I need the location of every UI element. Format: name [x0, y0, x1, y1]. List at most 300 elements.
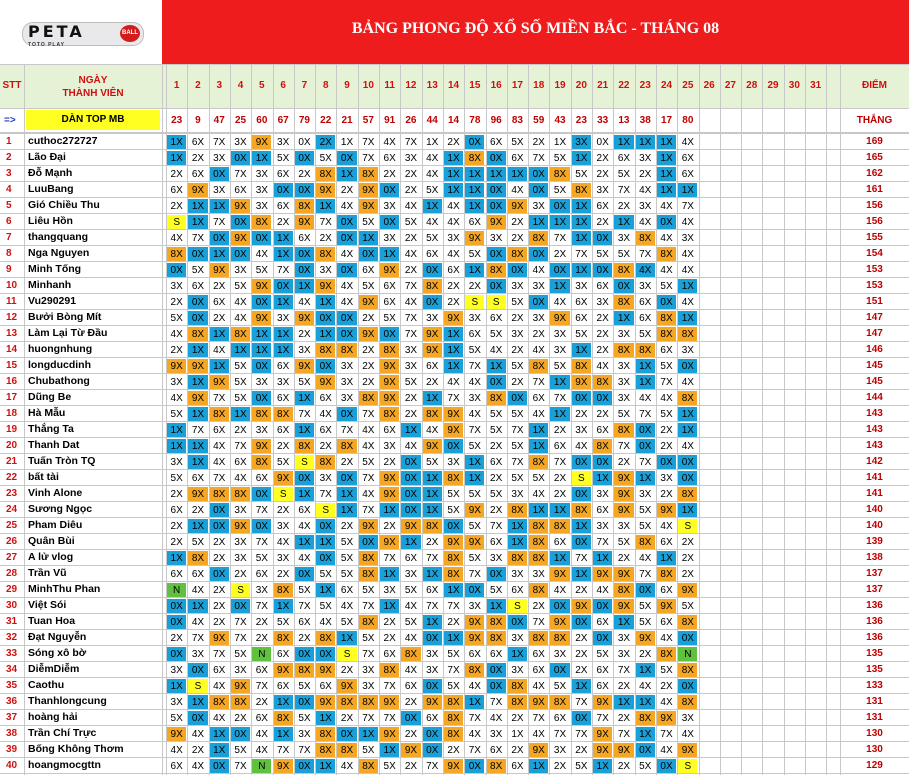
result-cell: 5X	[575, 328, 588, 340]
result-cell: 8X	[636, 231, 655, 246]
row-score: 154	[866, 248, 883, 259]
result-cell: 1X	[295, 487, 314, 502]
result-cell: 3X	[383, 440, 396, 452]
result-cell: 5X	[490, 488, 503, 500]
grid-line	[464, 64, 465, 775]
result-cell: 3X	[170, 456, 183, 468]
row-stt: 4	[6, 184, 12, 195]
result-cell: 1X	[337, 167, 356, 182]
result-cell: 5X	[617, 248, 631, 260]
result-cell: 0X	[337, 327, 356, 342]
result-cell: 4X	[362, 440, 375, 452]
result-cell: 9X	[359, 519, 378, 534]
result-cell: 8X	[678, 663, 697, 678]
result-cell: 4X	[660, 744, 673, 756]
result-cell: 2X	[490, 440, 503, 452]
result-cell: 8X	[572, 503, 591, 518]
result-cell: 1X	[511, 728, 524, 740]
result-cell: 8X	[359, 551, 378, 566]
page-title: BẢNG PHONG ĐỘ XỔ SỐ MIỀN BẮC - THÁNG 08	[351, 20, 720, 37]
result-cell: 8X	[423, 407, 442, 422]
score-header: ĐIỂM	[862, 80, 887, 91]
result-cell: 0X	[316, 519, 335, 534]
result-cell: 0X	[678, 679, 697, 694]
result-cell: 3X	[660, 472, 673, 484]
result-cell: 7X	[319, 488, 332, 500]
result-cell: 3X	[362, 680, 375, 692]
result-cell: 0X	[316, 551, 335, 566]
result-cell: 2X	[681, 568, 694, 580]
result-cell: 3X	[511, 664, 524, 676]
result-cell: 5X	[660, 408, 673, 420]
result-cell: 5X	[532, 472, 545, 484]
row-score: 144	[866, 392, 883, 403]
result-cell: 0X	[550, 199, 569, 214]
result-cell: 3X	[213, 152, 226, 164]
result-cell: 4X	[660, 392, 673, 404]
day-header: 13	[426, 80, 438, 91]
result-cell: 8X	[572, 183, 591, 198]
row-score: 136	[866, 616, 883, 627]
grid-line	[0, 645, 909, 646]
result-cell: 7X	[383, 552, 396, 564]
result-cell: 7X	[234, 616, 247, 628]
result-cell: 0X	[210, 759, 229, 774]
result-cell: 0X	[298, 136, 311, 148]
result-cell: 7X	[532, 152, 545, 164]
result-cell: 4X	[660, 696, 673, 708]
result-cell: 1X	[423, 615, 442, 630]
grid-line	[805, 64, 806, 775]
result-cell: 5X	[234, 376, 247, 388]
result-cell: 9X	[295, 359, 314, 374]
result-cell: 4X	[532, 728, 545, 740]
row-score: 153	[866, 280, 883, 291]
result-cell: 5X	[170, 312, 183, 324]
result-cell: 8X	[337, 743, 356, 758]
result-cell: 7X	[553, 392, 567, 404]
result-cell: 7X	[298, 744, 311, 756]
result-cell: 1X	[572, 199, 591, 214]
result-cell: 1X	[274, 327, 293, 342]
result-cell: 0X	[401, 455, 420, 470]
result-cell: 9X	[188, 487, 207, 502]
result-cell: 7X	[468, 360, 481, 372]
result-cell: 4X	[532, 680, 545, 692]
row-score: 146	[866, 344, 883, 355]
result-cell: 4X	[447, 376, 460, 388]
result-cell: 2X	[170, 296, 183, 308]
result-cell: 4X	[383, 136, 396, 148]
result-cell: 0X	[423, 679, 442, 694]
result-cell: S	[337, 647, 356, 662]
result-cell: 1X	[636, 135, 655, 150]
result-cell: 9X	[252, 135, 271, 150]
result-cell: 3X	[234, 664, 247, 676]
result-cell: 4X	[404, 248, 418, 260]
result-cell: 8X	[678, 327, 697, 342]
result-cell: 8X	[252, 215, 271, 230]
result-cell: 9X	[252, 439, 271, 454]
result-cell: 2X	[575, 632, 588, 644]
result-cell: 8X	[678, 487, 697, 502]
result-cell: 0X	[380, 215, 399, 230]
top-row-value: 22	[320, 115, 332, 126]
result-cell: 5X	[404, 616, 418, 628]
result-cell: 5X	[511, 408, 524, 420]
result-cell: 9X	[380, 535, 399, 550]
result-cell: 5X	[596, 248, 609, 260]
result-cell: 8X	[550, 695, 569, 710]
result-cell: 4X	[660, 632, 673, 644]
result-cell: 3X	[277, 312, 290, 324]
result-cell: 5X	[639, 504, 652, 516]
result-cell: 6X	[575, 312, 588, 324]
result-cell: 2X	[490, 472, 503, 484]
result-cell: 3X	[340, 360, 354, 372]
result-cell: 1X	[572, 151, 591, 166]
row-stt: 23	[6, 488, 18, 499]
result-cell: 8X	[508, 247, 527, 262]
result-cell: 1X	[210, 199, 229, 214]
result-cell: 1X	[550, 375, 569, 390]
result-cell: 9X	[657, 503, 676, 518]
result-cell: 3X	[426, 664, 439, 676]
result-cell: S	[231, 583, 250, 598]
result-cell: 0X	[657, 455, 676, 470]
result-cell: 1X	[274, 695, 293, 710]
result-cell: 5X	[617, 408, 631, 420]
row-stt: 38	[6, 728, 18, 739]
result-cell: 0X	[252, 487, 271, 502]
result-cell: 6X	[426, 248, 439, 260]
result-cell: 4X	[596, 584, 609, 596]
result-cell: 4X	[660, 200, 673, 212]
result-cell: 2X	[426, 536, 439, 548]
result-cell: 3X	[255, 200, 268, 212]
result-cell: 8X	[359, 615, 378, 630]
result-cell: 9X	[359, 327, 378, 342]
row-stt: 9	[6, 264, 12, 275]
result-cell: 2X	[213, 280, 226, 292]
result-cell: 4X	[468, 408, 481, 420]
result-cell: 0X	[614, 279, 633, 294]
result-cell: 1X	[423, 487, 442, 502]
result-cell: 1X	[231, 343, 250, 358]
result-cell: 1X	[274, 727, 293, 742]
result-cell: 1X	[657, 151, 676, 166]
result-cell: 2X	[447, 296, 460, 308]
member-name: Thắng Ta	[28, 423, 74, 435]
result-cell: 1X	[274, 247, 293, 262]
result-cell: 6X	[213, 664, 226, 676]
result-cell: 2X	[660, 488, 673, 500]
result-cell: 9X	[252, 311, 271, 326]
result-cell: 7X	[298, 408, 311, 420]
result-cell: 1X	[210, 727, 229, 742]
member-name: huongnhung	[28, 343, 93, 355]
result-cell: 7X	[660, 728, 673, 740]
result-cell: 3X	[681, 712, 694, 724]
result-cell: 0X	[572, 455, 591, 470]
result-cell: 7X	[213, 648, 226, 660]
result-cell: 5X	[234, 744, 247, 756]
result-cell: 8X	[508, 551, 527, 566]
result-cell: 6X	[426, 712, 439, 724]
grid-line	[0, 469, 909, 470]
result-cell: 3X	[639, 280, 652, 292]
result-cell: 9X	[423, 327, 442, 342]
day-header: 3	[216, 80, 223, 91]
result-cell: 1X	[316, 759, 335, 774]
result-cell: 4X	[404, 600, 418, 612]
grid-line	[0, 613, 909, 614]
result-cell: 1X	[550, 279, 569, 294]
top-row-value: 83	[511, 115, 523, 126]
result-cell: 7X	[639, 248, 652, 260]
top-row-value: 91	[384, 115, 396, 126]
result-cell: 1X	[274, 599, 293, 614]
result-cell: 9X	[444, 535, 463, 550]
result-cell: 1X	[359, 231, 378, 246]
result-cell: 9X	[423, 695, 442, 710]
result-cell: 4X	[681, 296, 694, 308]
result-cell: 5X	[553, 152, 567, 164]
top-row-value: 78	[469, 115, 481, 126]
result-cell: 1X	[252, 151, 271, 166]
grid-line	[592, 64, 593, 775]
result-cell: 6X	[213, 424, 226, 436]
result-cell: 7X	[277, 744, 290, 756]
result-cell: 2X	[596, 312, 609, 324]
result-cell: 2X	[277, 440, 290, 452]
result-cell: 0X	[423, 743, 442, 758]
result-cell: 1X	[550, 503, 569, 518]
day-header: 29	[767, 80, 779, 91]
result-cell: 3X	[213, 184, 226, 196]
result-cell: 8X	[657, 327, 676, 342]
result-cell: 1X	[572, 343, 591, 358]
result-cell: 3X	[170, 696, 183, 708]
grid-line	[230, 64, 231, 775]
result-cell: 9X	[295, 311, 314, 326]
result-cell: 0X	[231, 727, 250, 742]
result-cell: 9X	[210, 375, 229, 390]
result-cell: 6X	[681, 168, 694, 180]
result-cell: 4X	[319, 408, 332, 420]
result-cell: 0X	[210, 231, 229, 246]
result-cell: 8X	[274, 407, 293, 422]
row-stt: 1	[6, 136, 12, 147]
result-cell: 1X	[444, 343, 463, 358]
result-cell: 0X	[295, 695, 314, 710]
row-score: 138	[866, 552, 883, 563]
result-cell: 3X	[553, 648, 567, 660]
result-cell: 1X	[678, 503, 697, 518]
top-row-value: 38	[639, 115, 651, 126]
result-cell: 2X	[362, 376, 375, 388]
row-score: 156	[866, 216, 883, 227]
result-cell: 6X	[404, 552, 418, 564]
result-cell: 0X	[550, 263, 569, 278]
result-cell: 2X	[660, 440, 673, 452]
member-name: longducdinh	[28, 359, 91, 371]
result-cell: 8X	[444, 471, 463, 486]
result-cell: 6X	[490, 136, 503, 148]
result-cell: 6X	[191, 280, 205, 292]
grid-line	[571, 64, 572, 775]
result-cell: 9X	[550, 615, 569, 630]
result-cell: 5X	[447, 648, 460, 660]
result-cell: 1X	[231, 407, 250, 422]
result-cell: 5X	[426, 232, 439, 244]
day-header: 15	[469, 80, 481, 91]
result-cell: 0X	[210, 167, 229, 182]
member-name: Vu290291	[28, 295, 77, 307]
logo-subtext: TOTO PLAY	[28, 42, 65, 48]
result-cell: 2X	[575, 664, 588, 676]
result-cell: 6X	[170, 504, 183, 516]
result-cell: 9X	[231, 519, 250, 534]
result-cell: 1X	[678, 311, 697, 326]
result-cell: 5X	[575, 760, 588, 772]
grid-line	[209, 64, 210, 775]
top-row-value: 59	[533, 115, 545, 126]
row-score: 140	[866, 504, 883, 515]
result-cell: 1X	[167, 551, 186, 566]
result-cell: 9X	[465, 631, 484, 646]
result-cell: 7X	[234, 632, 247, 644]
result-cell: 1X	[572, 567, 591, 582]
result-cell: 6X	[277, 392, 290, 404]
result-cell: 3X	[575, 424, 588, 436]
result-cell: 9X	[636, 631, 655, 646]
result-cell: 6X	[639, 296, 652, 308]
grid-line	[486, 64, 487, 775]
grid-line	[0, 341, 909, 342]
result-cell: 9X	[614, 599, 633, 614]
result-cell: 1X	[487, 359, 506, 374]
row-stt: 31	[6, 616, 18, 627]
result-cell: 6X	[532, 392, 545, 404]
result-cell: 9X	[274, 663, 293, 678]
row-stt: 18	[6, 408, 18, 419]
result-cell: 7X	[596, 536, 609, 548]
result-cell: 1X	[614, 311, 633, 326]
result-cell: 7X	[639, 408, 652, 420]
result-cell: 4X	[468, 376, 481, 388]
result-cell: 5X	[553, 184, 567, 196]
result-cell: 6X	[532, 664, 545, 676]
result-cell: 3X	[617, 520, 631, 532]
result-cell: 1X	[487, 599, 506, 614]
result-cell: 3X	[277, 376, 290, 388]
result-cell: 5X	[404, 376, 418, 388]
result-cell: 1X	[401, 423, 420, 438]
result-cell: 9X	[614, 567, 633, 582]
result-cell: 1X	[167, 135, 186, 150]
result-cell: N	[678, 647, 697, 662]
result-cell: 3X	[572, 135, 591, 150]
top-row-value: 26	[405, 115, 417, 126]
result-cell: 0X	[295, 263, 314, 278]
result-cell: 9X	[337, 679, 356, 694]
top-row-value: 33	[597, 115, 609, 126]
result-cell: 0X	[337, 407, 356, 422]
result-cell: 9X	[465, 503, 484, 518]
result-cell: 2X	[213, 536, 226, 548]
result-cell: 6X	[277, 680, 290, 692]
row-score: 137	[866, 584, 883, 595]
result-cell: 5X	[681, 600, 694, 612]
result-cell: 6X	[426, 584, 439, 596]
result-cell: 9X	[593, 567, 612, 582]
result-cell: N	[167, 583, 186, 598]
result-cell: 1X	[295, 279, 314, 294]
result-cell: 1X	[678, 279, 697, 294]
result-cell: 3X	[404, 344, 418, 356]
grid-line	[162, 64, 163, 775]
result-cell: 0X	[529, 247, 548, 262]
result-cell: 4X	[426, 168, 439, 180]
result-cell: 5X	[617, 168, 631, 180]
result-cell: 2X	[639, 648, 652, 660]
result-cell: 4X	[639, 552, 652, 564]
result-cell: 3X	[639, 488, 652, 500]
result-cell: 1X	[657, 183, 676, 198]
grid-line	[0, 453, 909, 454]
result-cell: S	[678, 519, 697, 534]
result-cell: 4X	[532, 344, 545, 356]
result-cell: 8X	[380, 407, 399, 422]
result-cell: 0X	[465, 135, 484, 150]
result-cell: 3X	[617, 632, 631, 644]
result-cell: 9X	[380, 375, 399, 390]
result-cell: 1X	[423, 391, 442, 406]
result-cell: 9X	[423, 439, 442, 454]
grid-line	[0, 325, 909, 326]
result-cell: 5X	[468, 440, 481, 452]
result-cell: 0X	[508, 263, 527, 278]
logo	[0, 0, 162, 64]
result-cell: 1X	[337, 631, 356, 646]
result-cell: 3X	[383, 232, 396, 244]
result-cell: 2X	[255, 696, 268, 708]
result-cell: 7X	[404, 136, 418, 148]
grid-line	[0, 165, 909, 166]
result-cell: 6X	[596, 616, 609, 628]
grid-line	[0, 501, 909, 502]
result-cell: 2X	[383, 616, 396, 628]
grid-line	[294, 64, 295, 775]
result-cell: 7X	[255, 504, 268, 516]
result-cell: 6X	[340, 584, 354, 596]
result-cell: 1X	[465, 167, 484, 182]
row-stt: 33	[6, 648, 18, 659]
result-cell: 1X	[188, 375, 207, 390]
grid-line	[0, 213, 909, 214]
result-cell: 1X	[444, 151, 463, 166]
row-stt: 7	[6, 232, 12, 243]
grid-line	[507, 64, 508, 775]
result-cell: 1X	[657, 135, 676, 150]
result-cell: 8X	[487, 631, 506, 646]
result-cell: 3X	[596, 520, 609, 532]
result-cell: 7X	[596, 712, 609, 724]
result-cell: 9X	[231, 679, 250, 694]
result-cell: 5X	[340, 552, 354, 564]
row-stt: 40	[6, 760, 18, 771]
